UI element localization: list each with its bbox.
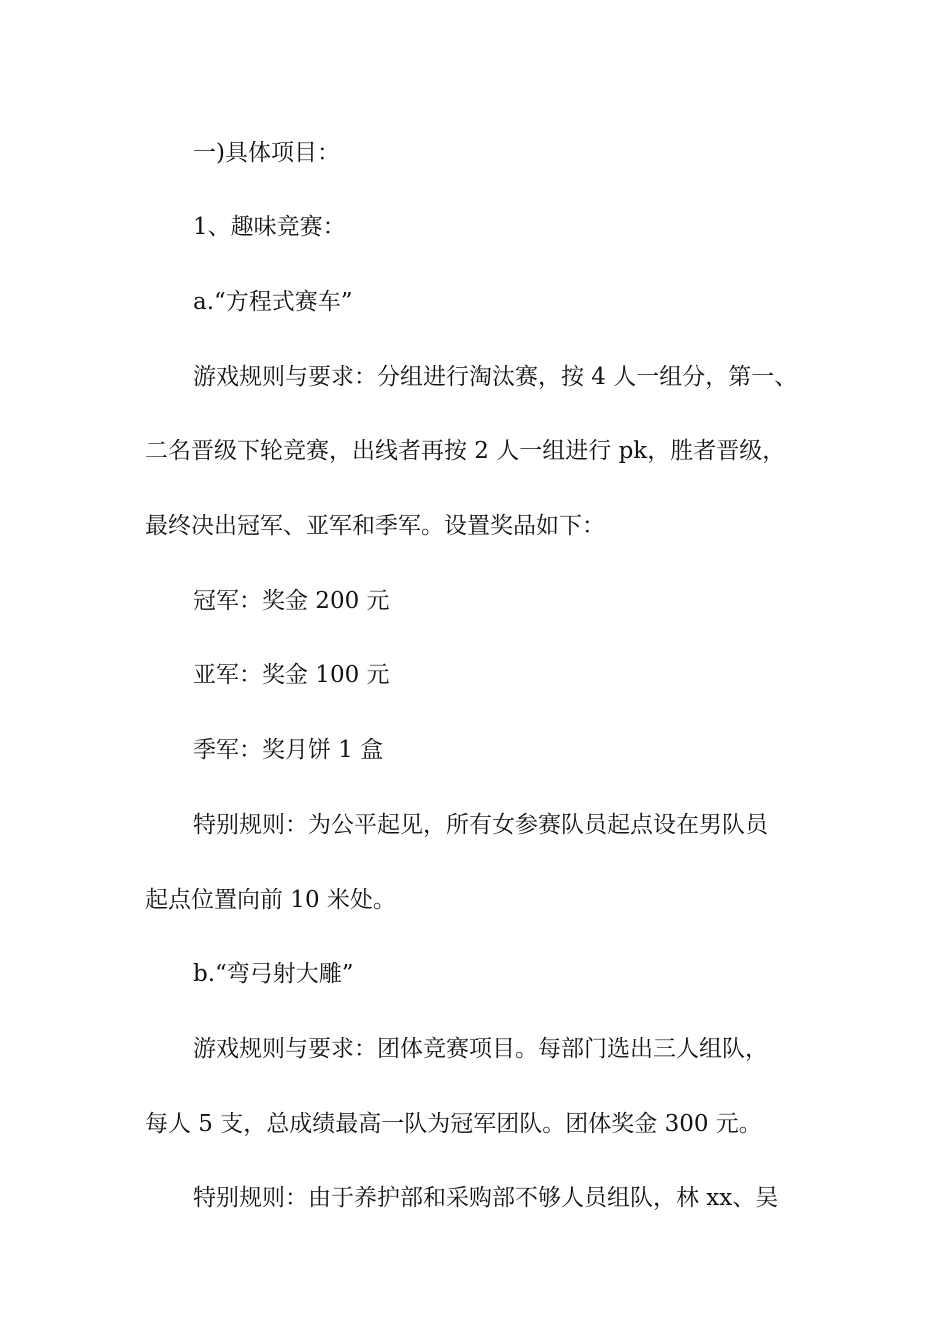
paragraph-line: 二名晋级下轮竞赛，出线者再按 2 人一组进行 pk，胜者晋级，	[145, 438, 786, 464]
item-a-title: a.“方程式赛车”	[193, 289, 353, 315]
paragraph-line: 特别规则：由于养护部和采购部不够人员组队，林 xx、吴	[193, 1185, 779, 1211]
subsection-heading: 1、趣味竞赛：	[193, 214, 346, 240]
section-heading: 一)具体项目：	[193, 140, 340, 166]
prize-line: 亚军：奖金 100 元	[193, 662, 390, 688]
paragraph-line: 游戏规则与要求：分组进行淘汰赛，按 4 人一组分，第一、	[193, 364, 798, 390]
paragraph-line: 起点位置向前 10 米处。	[145, 887, 396, 913]
item-b-title: b.“弯弓射大雕”	[193, 961, 354, 987]
prize-line: 季军：奖月饼 1 盒	[193, 737, 384, 763]
paragraph-line: 每人 5 支，总成绩最高一队为冠军团队。团体奖金 300 元。	[145, 1111, 762, 1137]
paragraph-line: 最终决出冠军、亚军和季军。设置奖品如下：	[145, 513, 605, 539]
prize-line: 冠军：奖金 200 元	[193, 588, 390, 614]
paragraph-line: 特别规则：为公平起见，所有女参赛队员起点设在男队员	[193, 812, 768, 838]
paragraph-line: 游戏规则与要求：团体竞赛项目。每部门选出三人组队，	[193, 1036, 768, 1062]
